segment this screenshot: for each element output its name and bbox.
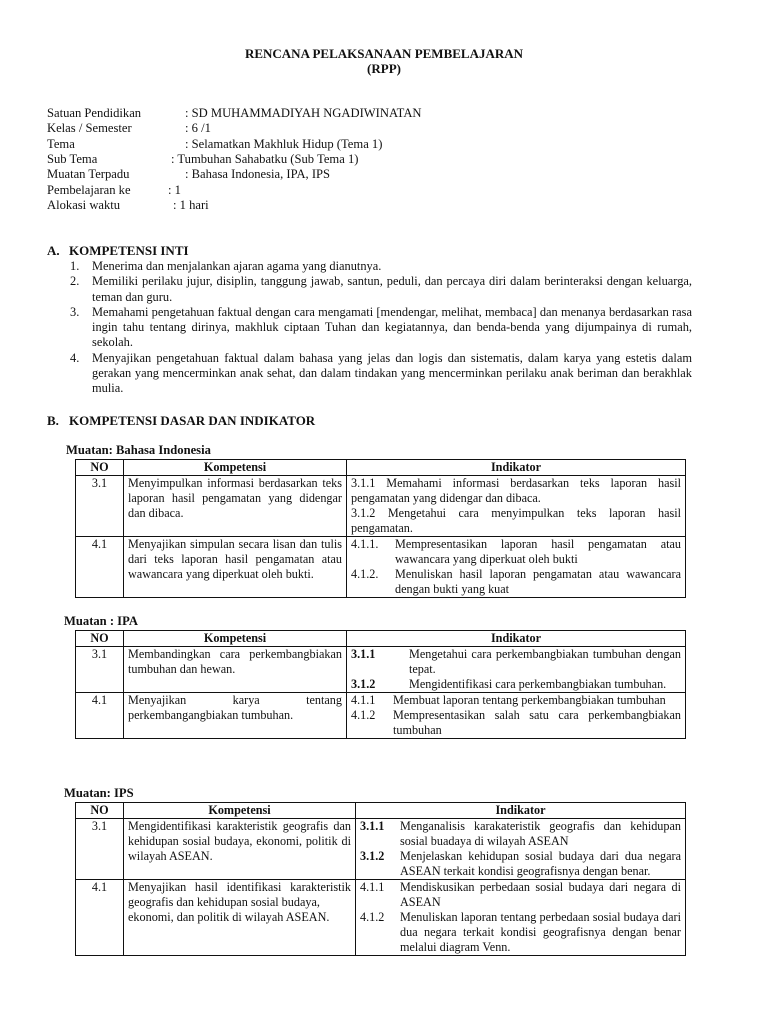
muatan-label-ipa: Muatan : IPA	[64, 614, 138, 628]
table-row: 3.1 Membandingkan cara perkembangbiakan tumbuhan dan hewan. 3.1.1 Mengetahui cara perkembangbiakan tumbuhan dengan tepat. 3.1.2 Mengidentifikasi cara perkembangbiakan tumbuhan.	[76, 647, 686, 693]
column-header: NO	[76, 803, 124, 819]
muatan-label-ips: Muatan: IPS	[64, 786, 134, 800]
column-header: Indikator	[347, 460, 686, 476]
identity-label: Tema	[47, 137, 75, 151]
section-b-heading: B. KOMPETENSI DASAR DAN INDIKATOR	[47, 413, 316, 428]
column-header: NO	[76, 631, 124, 647]
column-header: Indikator	[356, 803, 686, 819]
identity-label: Alokasi waktu	[47, 198, 121, 212]
column-header: Kompetensi	[124, 460, 347, 476]
identity-label: Muatan Terpadu	[47, 167, 130, 181]
table-ips	[75, 802, 686, 956]
table-row: 3.1 Mengidentifikasi karakteristik geografis dan kehidupan sosial budaya, ekonomi, politik di wilayah ASEAN. 3.1.1 Menganalisis karakateristik geografis dan kehidupan sosial buadaya di wilayah ASEAN 3.1.2 Menjelaskan kehidupan sosial budaya dari dua negara ASEAN terkait kondisi geografisnya dengan benar.	[76, 819, 686, 880]
list-item: 2. Memiliki perilaku jujur, disiplin, tanggung jawab, santun, peduli, dan percaya diri dalam berinteraksi dengan keluarga, teman dan guru.	[70, 274, 692, 304]
table-row: 4.1 Menyajikan karya tentang perkembangangbiakan tumbuhan. 4.1.1 Membuat laporan tentang perkembangbiakan tumbuhan 4.1.2 Mempresentasikan salah satu cara perkembangbiakan tumbuhan	[76, 693, 686, 739]
identity-label: Sub Tema	[47, 152, 98, 166]
section-a-heading: A. KOMPETENSI INTI	[47, 243, 189, 258]
identity-value: : 1	[168, 183, 181, 197]
identity-label: Satuan Pendidikan	[47, 106, 142, 120]
identity-value: : 1 hari	[173, 198, 209, 212]
list-item: 3. Memahami pengetahuan faktual dengan cara mengamati [mendengar, melihat, membaca] dan menanya berdasarkan rasa ingin tahu tentang dirinya, makhluk ciptaan Tuhan dan kegiatannya, dan benda-benda yang dijumpainya di rumah, sekolah.	[70, 304, 692, 350]
column-header: Kompetensi	[124, 631, 347, 647]
muatan-label-bindo: Muatan: Bahasa Indonesia	[66, 443, 211, 457]
document-subtitle: (RPP)	[367, 61, 401, 76]
identity-label: Kelas / Semester	[47, 121, 132, 135]
identity-value: : Tumbuhan Sahabatku (Sub Tema 1)	[171, 152, 359, 166]
column-header: Kompetensi	[124, 803, 356, 819]
list-item: 4. Menyajikan pengetahuan faktual dalam bahasa yang jelas dan logis dan sistematis, dalam karya yang estetis dalam gerakan yang mencerminkan anak sehat, dan dalam tindakan yang mencerminkan perilaku anak beriman dan berakhlak mulia.	[70, 350, 692, 396]
table-row: 4.1 Menyajikan simpulan secara lisan dan tulis dari teks laporan hasil pengamatan atau wawancara yang diperkuat oleh bukti. 4.1.1. Mempresentasikan laporan hasil pengamatan atau wawancara yang diperkuat oleh bukti 4.1.2. Menuliskan hasil laporan pengamatan atau wawancara dengan bukti yang kuat	[76, 537, 686, 598]
table-row: 3.1 Menyimpulkan informasi berdasarkan teks laporan hasil pengamatan yang didengar dan dibaca. 3.1.1 Memahami informasi berdasarkan teks laporan hasil pengamatan yang didengar dan dibaca. 3.1.2 Mengetahui cara menyimpulkan teks laporan hasil pengamatan.	[76, 476, 686, 537]
identity-value: : 6 /1	[185, 121, 211, 135]
identity-label: Pembelajaran ke	[47, 183, 131, 197]
table-ipa	[75, 630, 686, 739]
column-header: Indikator	[347, 631, 686, 647]
column-header: NO	[76, 460, 124, 476]
kompetensi-inti-list	[70, 259, 692, 397]
list-item: 1. Menerima dan menjalankan ajaran agama yang dianutnya.	[70, 259, 382, 273]
identity-value: : Bahasa Indonesia, IPA, IPS	[185, 167, 331, 181]
table-bahasa-indonesia	[75, 459, 686, 598]
identity-value: : Selamatkan Makhluk Hidup (Tema 1)	[185, 137, 383, 151]
table-row: 4.1 Menyajikan hasil identifikasi karakteristik geografis dan kehidupan sosial budaya, ekonomi, dan politik di wilayah ASEAN. 4.1.1 Mendiskusikan perbedaan sosial budaya dari negara di ASEAN 4.1.2 Menuliskan laporan tentang perbedaan sosial budaya dari dua negara terkait kondisi geografisnya dengan benar melalui diagram Venn.	[76, 880, 686, 956]
identity-value: : SD MUHAMMADIYAH NGADIWINATAN	[185, 106, 422, 120]
document-title: RENCANA PELAKSANAAN PEMBELAJARAN	[244, 46, 524, 61]
